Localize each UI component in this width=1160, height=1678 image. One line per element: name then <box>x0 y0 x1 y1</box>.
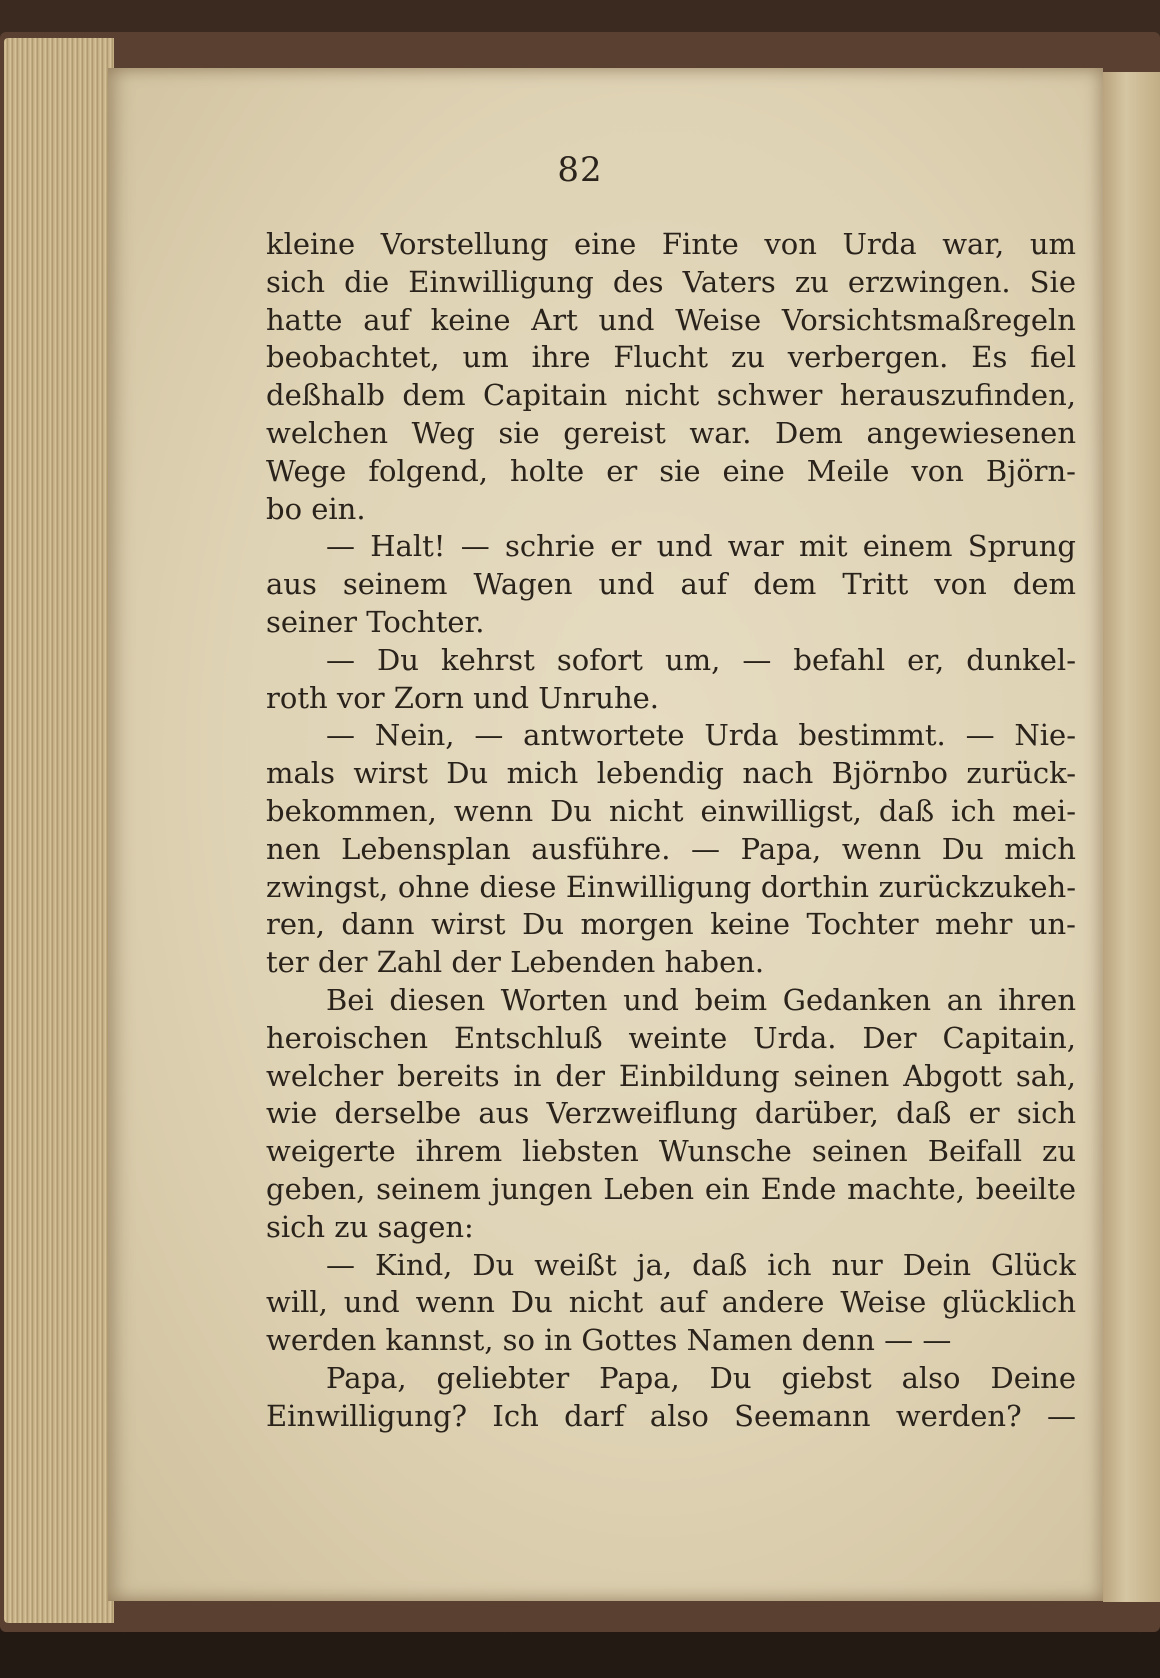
text-line: will, und wenn Du nicht auf andere Weise glücklich <box>266 1285 1076 1320</box>
text-line: deßhalb dem Capitain nicht schwer herauszufinden, <box>266 378 1076 413</box>
text-line: zwingst, ohne diese Einwilligung dorthin zurückzukeh- <box>266 869 1076 904</box>
text-line: Wege folgend, holte er sie eine Meile von Björn- <box>266 453 1076 488</box>
text-line: beobachtet, um ihre Flucht zu verbergen. Es fiel <box>266 340 1076 375</box>
text-line: Bei diesen Worten und beim Gedanken an ihren <box>326 982 1076 1017</box>
text-line: nen Lebensplan ausführe. — Papa, wenn Du mich <box>266 831 1076 866</box>
text-line: roth vor Zorn und Unruhe. <box>266 680 660 715</box>
text-line: — Halt! — schrie er und war mit einem Sprung <box>326 529 1076 564</box>
text-line: aus seinem Wagen und auf dem Tritt von dem <box>266 567 1076 602</box>
text-line: kleine Vorstellung eine Finte von Urda war, um <box>266 227 1076 261</box>
text-line: geben, seinem jungen Leben ein Ende machte, beeilte <box>266 1171 1076 1206</box>
text-line: bo ein. <box>266 491 366 526</box>
text-line: — Du kehrst sofort um, — befahl er, dunkel- <box>326 642 1076 677</box>
text-line: Einwilligung? Ich darf also Seemann werden? — <box>266 1398 1076 1433</box>
text-line: weigerte ihrem liebsten Wunsche seinen Beifall zu <box>266 1134 1076 1169</box>
text-line: mals wirst Du mich lebendig nach Björnbo zurück- <box>266 756 1076 791</box>
body-text <box>266 226 1076 1436</box>
text-line: wie derselbe aus Verzweiflung darüber, daß er sich <box>266 1096 1076 1131</box>
text-line: — Nein, — antwortete Urda bestimmt. — Nie- <box>326 718 1076 753</box>
page-number: 82 <box>557 150 603 190</box>
text-line: — Kind, Du weißt ja, daß ich nur Dein Glück <box>326 1247 1076 1282</box>
facing-page-edge <box>1103 72 1160 1602</box>
text-line: ren, dann wirst Du morgen keine Tochter mehr un- <box>266 907 1076 942</box>
text-line: hatte auf keine Art und Weise Vorsichtsmaßregeln <box>266 302 1076 337</box>
text-line: ter der Zahl der Lebenden haben. <box>266 945 765 980</box>
text-line: welcher bereits in der Einbildung seinen Abgott sah, <box>266 1058 1076 1093</box>
text-line: sich die Einwilligung des Vaters zu erzwingen. Sie <box>266 264 1076 299</box>
text-line: sich zu sagen: <box>266 1209 474 1244</box>
text-line: heroischen Entschluß weinte Urda. Der Capitain, <box>266 1020 1076 1055</box>
text-line: werden kannst, so in Gottes Namen denn — — <box>266 1323 952 1358</box>
text-line: bekommen, wenn Du nicht einwilligst, daß ich mei- <box>266 793 1076 828</box>
page-edges <box>4 38 114 1623</box>
text-line: seiner Tochter. <box>266 604 485 639</box>
text-line: Papa, geliebter Papa, Du giebst also Deine <box>326 1360 1076 1395</box>
text-line: welchen Weg sie gereist war. Dem angewiesenen <box>266 415 1076 450</box>
